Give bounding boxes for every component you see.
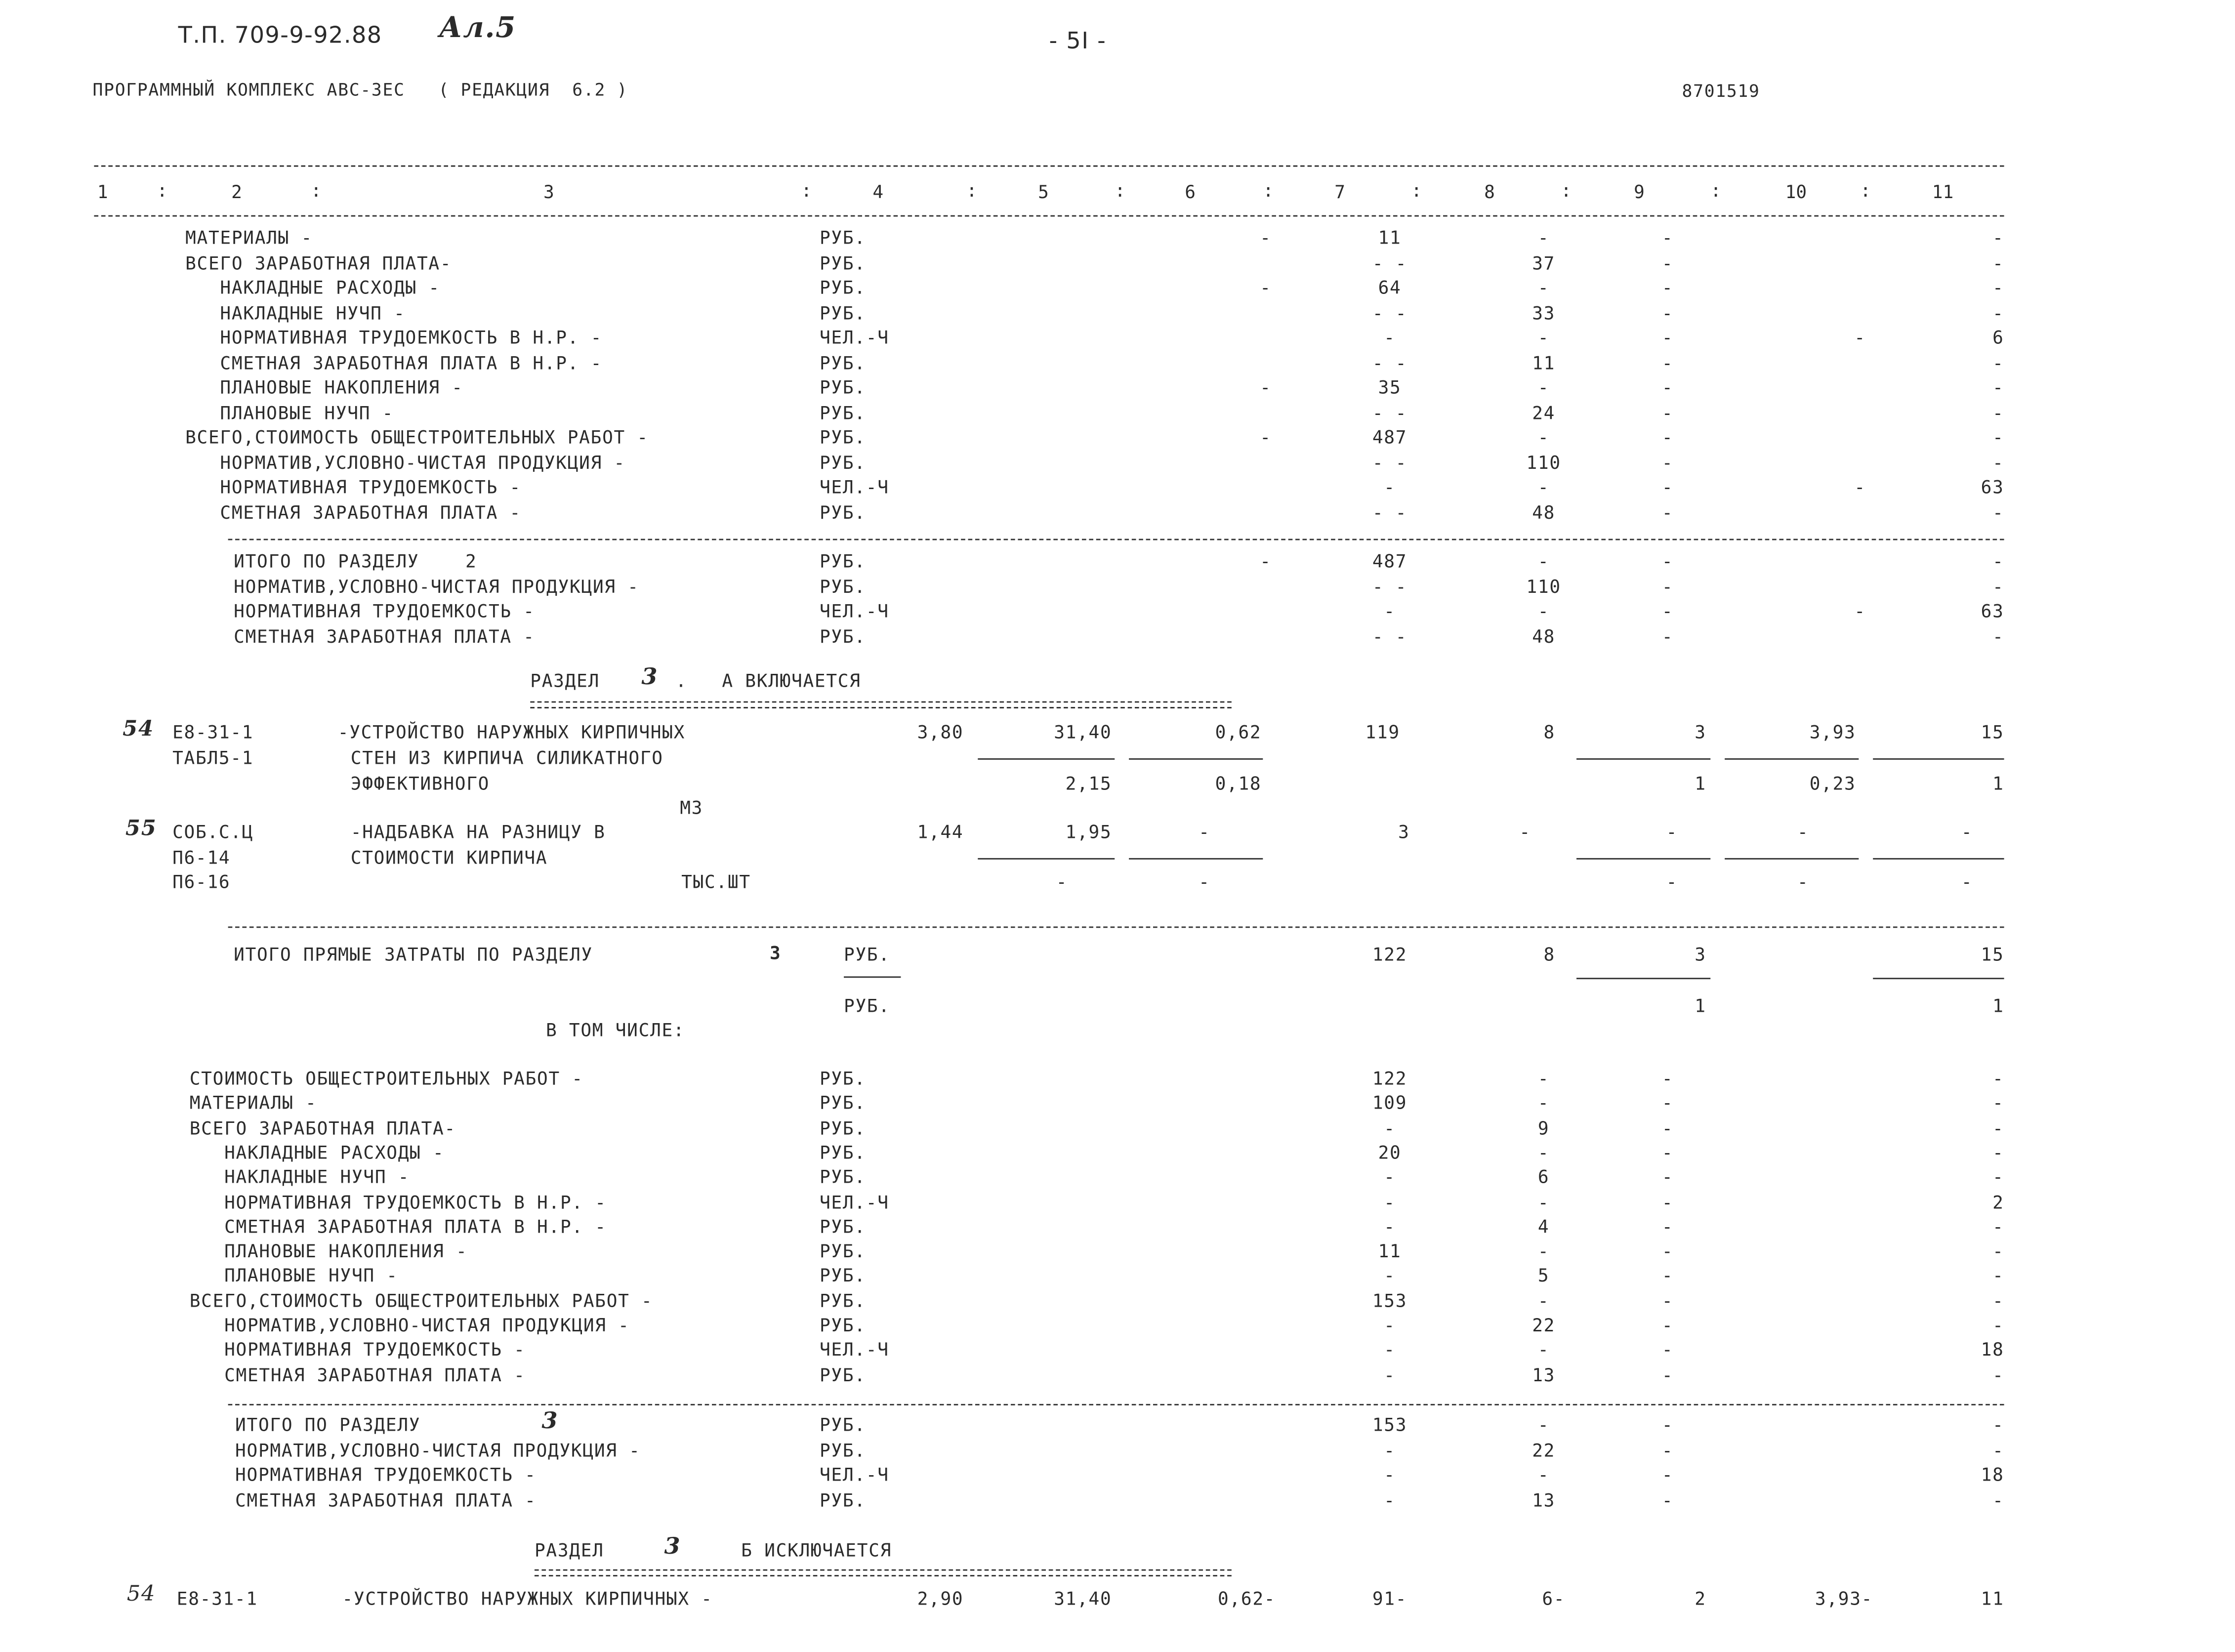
row-unit: РУБ. [819, 376, 866, 398]
document-page: Т.П. 709-9-92.88 Ал.5 - 5I - ПРОГРАММНЫЙ КОМПЛЕКС АВС-3ЕС ( РЕДАКЦИЯ 6.2 ) 8701519 1 2 3 4 5 6 7 8 9 10 11 : : : : : : : : : : МАТЕРИАЛЫ - РУБ. - 11 - - - ВСЕГО ЗАРАБОТНАЯ ПЛАТА- РУБ. - - 37 - - НАКЛАДНЫЕ РАСХОДЫ - РУБ. - 64 - - - НАКЛАДНЫЕ НУЧП - РУБ. - - 33 - - НОРМАТИВНАЯ ТРУДОЕМКОСТЬ В Н.Р. - ЧЕЛ.-Ч - - - - 6 СМЕТНАЯ ЗАРАБОТНАЯ ПЛАТА В Н.Р. - РУБ. - - 11 - - ПЛАНОВЫЕ НАКОПЛЕНИЯ - РУБ. - 35 - - - ПЛАНОВЫЕ НУЧП - РУБ. - - 24 - - ВСЕГО,СТОИМОСТЬ ОБЩЕСТРОИТЕЛЬНЫХ РАБОТ - РУБ. - 487 - - - НОРМАТИВ,УСЛОВНО-ЧИСТАЯ ПРОДУКЦИЯ - РУБ. - - 110 - - НОРМАТИВНАЯ ТРУДОЕМКОСТЬ - ЧЕЛ.-Ч - - - - 63 СМЕТНАЯ ЗАРАБОТНАЯ ПЛАТА - РУБ. - - 48 - - ИТОГО ПО РАЗДЕЛУ 2 РУБ. - 487 - - - НОРМАТИВ,УСЛОВНО-ЧИСТАЯ ПРОДУКЦИЯ - РУБ. - - 110 - - НОРМАТИВНАЯ ТРУДОЕМКОСТЬ - ЧЕЛ.-Ч - - - - 63 СМЕТНАЯ ЗАРАБОТНАЯ ПЛАТА - РУБ. - - 48 - - РАЗДЕЛ 3 . А ВКЛЮЧАЕТСЯ 54 Е8-31-1 ТАБЛ5-1 -УСТРОЙСТВО НАРУЖНЫХ КИРПИЧНЫХ СТЕН ИЗ КИРПИЧА СИЛИКАТНОГО ЭФФЕКТИВНОГО М3 3,80 31,40 0,62 119 8 3 3,93 15 2,15 0,18 1 0,23 1 55 СОБ.С.Ц П6-14 П6-16 -НАДБАВКА НА РАЗНИЦУ В СТОИМОСТИ КИРПИЧА ТЫС.ШТ 1,44 1,95 - 3 - - - - - - - - - ИТОГО ПРЯМЫЕ ЗАТРАТЫ ПО РАЗДЕЛУ 3 РУБ. 122 8 3 15 РУБ. 1 1 В ТОМ ЧИСЛЕ: СТОИМОСТЬ ОБЩЕСТРОИТЕЛЬНЫХ РАБОТ - РУБ. 122 - - - МАТЕРИАЛЫ - РУБ. 109 - - - ВСЕГО ЗАРАБОТНАЯ ПЛАТА- РУБ. - 9 - - НАКЛАДНЫЕ РАСХОДЫ - РУБ. 20 - - - НАКЛАДНЫЕ НУЧП - РУБ. - 6 - - НОРМАТИВНАЯ ТРУДОЕМКОСТЬ В Н.Р. - ЧЕЛ.-Ч - - - 2 СМЕТНАЯ ЗАРАБОТНАЯ ПЛАТА В Н.Р. - РУБ. - 4 - - ПЛАНОВЫЕ НАКОПЛЕНИЯ - РУБ. 11 - - - ПЛАНОВЫЕ НУЧП - РУБ. - 5 - - ВСЕГО,СТОИМОСТЬ ОБЩЕСТРОИТЕЛЬНЫХ РАБОТ - РУБ. 153 - - - НОРМАТИВ,УСЛОВНО-ЧИСТАЯ ПРОДУКЦИЯ - РУБ. - 22 - - НОРМАТИВНАЯ ТРУДОЕМКОСТЬ - ЧЕЛ.-Ч - - - 18 СМЕТНАЯ ЗАРАБОТНАЯ ПЛАТА - РУБ. - 13 - - ИТОГО ПО РАЗДЕЛУ 3 РУБ. 153 - - - НОРМАТИВ,УСЛОВНО-ЧИСТАЯ ПРОДУКЦИЯ - РУБ. - 22 - - НОРМАТИВНАЯ ТРУДОЕМКОСТЬ - ЧЕЛ.-Ч - - - 18 СМЕТНАЯ ЗАРАБОТНАЯ ПЛАТА - РУБ. - 13 - - РАЗДЕЛ 3 Б ИСКЛЮЧАЕТСЯ 54 Е8-31-1 -УСТРОЙСТВО НАРУЖНЫХ КИРПИЧНЫХ - 2,90 31,40 0,62- 91- 6- 2 3,93- 11 [92, 10, 2004, 1610]
row-cell-c7: - - [1372, 451, 1407, 473]
row-unit: РУБ. [819, 1488, 866, 1510]
row-cell-c11: - [1992, 1092, 2004, 1114]
header-top-rule [94, 165, 2004, 167]
row-cell-c7: - - [1372, 351, 1407, 373]
row-cell-c7: - [1384, 1339, 1396, 1361]
row-cell-c7: - - [1372, 625, 1407, 647]
row-cell-c11: - [1992, 625, 2004, 647]
row-cell-c9: - [1661, 376, 1674, 398]
row-cell-c7: - [1384, 1488, 1396, 1510]
row-unit: РУБ. [819, 1265, 866, 1286]
row-cell-c7: - [1384, 1265, 1396, 1286]
row-cell-c11: - [1992, 1289, 2004, 1311]
row-cell-c9: - [1661, 1191, 1674, 1212]
row-cell-c11: 6 [1992, 326, 2004, 348]
row-label: НОРМАТИВНАЯ ТРУДОЕМКОСТЬ - [189, 1339, 526, 1361]
row-cell-c8: - [1537, 426, 1550, 448]
row-label: МАТЕРИАЛЫ - [189, 1092, 317, 1114]
item-description-line-2: СТЕН ИЗ КИРПИЧА СИЛИКАТНОГО [350, 746, 663, 769]
row-cell-c8: - [1537, 276, 1550, 298]
row-cell-c8: - [1537, 1191, 1550, 1212]
row-unit: ЧЕЛ.-Ч [819, 1191, 889, 1212]
row-cell-c8: - [1537, 476, 1550, 497]
row-cell-c9: - [1661, 600, 1674, 621]
row-cell-c11: - [1992, 1166, 2004, 1188]
row-cell-c7: 35 [1378, 376, 1402, 398]
row-section-number: 3 [541, 1406, 559, 1434]
item-wage-per-unit: 2,15 [1065, 772, 1112, 794]
row-label: НОРМАТИВ,УСЛОВНО-ЧИСТАЯ ПРОДУКЦИЯ - [234, 575, 639, 597]
row-cell-c8: 6 [1537, 1166, 1550, 1188]
row-unit: РУБ. [819, 1068, 866, 1089]
section-3a-number: 3 [641, 662, 659, 690]
row-label: СМЕТНАЯ ЗАРАБОТНАЯ ПЛАТА - [185, 501, 521, 523]
row-label: СТОИМОСТЬ ОБЩЕСТРОИТЕЛЬНЫХ РАБОТ - [189, 1068, 583, 1089]
row-cell-c7: - [1384, 1116, 1396, 1139]
row-cell-c7: - [1384, 1363, 1396, 1385]
item-description-line-1: -НАДБАВКА НА РАЗНИЦУ В [350, 821, 606, 843]
row-label: СМЕТНАЯ ЗАРАБОТНАЯ ПЛАТА - [189, 1363, 526, 1385]
row-unit: ЧЕЛ.-Ч [819, 476, 889, 497]
item-labor-norm: 3,93- [1815, 1588, 1873, 1610]
row-cell-c8: - [1537, 1092, 1550, 1114]
row-cell-c11: 18 [1981, 1464, 2004, 1486]
item-labor-norm-machines: 0,23 [1809, 772, 1856, 794]
row-cell-c11: - [1992, 1116, 2004, 1139]
item-number: 55 [125, 815, 157, 841]
row-cell-c6: - [1260, 550, 1272, 572]
row-cell-c7: 11 [1378, 226, 1402, 248]
subtotal-rule-1 [228, 539, 2004, 540]
row-cell-c8: - [1537, 600, 1550, 621]
row-cell-c8: 13 [1532, 1488, 1556, 1510]
row-cell-c8: - [1537, 226, 1550, 248]
doc-code: Т.П. 709-9-92.88 [178, 21, 382, 49]
subtotal-rule-3 [228, 1404, 2004, 1405]
row-cell-c8: 24 [1532, 401, 1556, 423]
row-label: НАКЛАДНЫЕ НУЧП - [185, 301, 406, 323]
row-unit: РУБ. [819, 1289, 866, 1311]
row-cell-c9: - [1661, 1414, 1674, 1436]
row-cell-c7: 153 [1372, 1289, 1407, 1311]
row-cell-c9: - [1661, 1116, 1674, 1139]
row-cell-c11: - [1992, 1439, 2004, 1460]
row-cell-c6: - [1260, 226, 1272, 248]
row-cell-c9: - [1661, 1439, 1674, 1460]
row-label: НОРМАТИВ,УСЛОВНО-ЧИСТАЯ ПРОДУКЦИЯ - [189, 1314, 630, 1336]
row-cell-c8: 9 [1537, 1116, 1550, 1139]
row-label: ИТОГО ПО РАЗДЕЛУ 2 [234, 550, 477, 572]
item-unit-cost: 31,40 [1054, 721, 1112, 743]
row-cell-c9: - [1661, 1464, 1674, 1486]
item-unit: М3 [680, 796, 704, 819]
item-code-ref-1: П6-14 [172, 846, 231, 868]
item-labor-total-machines: - [1961, 870, 1973, 893]
row-cell-c9: - [1661, 1092, 1674, 1114]
item-table-ref: ТАБЛ5-1 [172, 746, 254, 769]
row-cell-c9: - [1661, 1363, 1674, 1385]
row-unit: РУБ. [819, 1414, 866, 1436]
row-unit: РУБ. [819, 401, 866, 423]
section-3b-number: 3 [664, 1532, 681, 1560]
row-unit: РУБ. [819, 1240, 866, 1262]
row-cell-c9: - [1661, 625, 1674, 647]
row-cell-c8: - [1537, 1141, 1550, 1163]
row-cell-c7: - [1384, 326, 1396, 348]
row-cell-c8: 22 [1532, 1314, 1556, 1336]
row-cell-c7: - - [1372, 575, 1407, 597]
row-cell-c8: 48 [1532, 625, 1556, 647]
row-cell-c11: - [1992, 575, 2004, 597]
row-unit: РУБ. [819, 1166, 866, 1188]
item-unit-cost-machines: - [1199, 821, 1210, 843]
item-code-ref-2: П6-16 [172, 870, 231, 893]
row-unit: РУБ. [819, 426, 866, 448]
item-unit-cost: 1,95 [1065, 821, 1112, 843]
row-cell-c7: - [1384, 1166, 1396, 1188]
row-unit: РУБ. [819, 501, 866, 523]
row-unit: РУБ. [819, 251, 866, 273]
item-total-col8: 8 [1543, 721, 1555, 743]
row-cell-c8: 37 [1532, 251, 1556, 273]
section-3a-prefix: РАЗДЕЛ [530, 670, 600, 692]
row-cell-c11: - [1992, 276, 2004, 298]
row-cell-c7: - - [1372, 401, 1407, 423]
row-unit: РУБ. [819, 351, 866, 373]
row-label: НОРМАТИВНАЯ ТРУДОЕМКОСТЬ В Н.Р. - [185, 326, 603, 348]
document-id: 8701519 [1682, 81, 1760, 101]
row-label: ПЛАНОВЫЕ НАКОПЛЕНИЯ - [185, 376, 463, 398]
section-3b-underline [535, 1569, 1232, 1576]
row-label: ИТОГО ПО РАЗДЕЛУ [235, 1414, 421, 1436]
item-number: 54 [126, 1580, 156, 1607]
row-cell-c9: - [1661, 1488, 1674, 1510]
row-cell-c11: - [1992, 501, 2004, 523]
row-cell-c8: 33 [1532, 301, 1556, 323]
row-label: СМЕТНАЯ ЗАРАБОТНАЯ ПЛАТА В Н.Р. - [185, 351, 603, 373]
item-code: СОБ.С.Ц [172, 821, 254, 843]
row-cell-c9: - [1661, 575, 1674, 597]
row-cell-c11: - [1992, 426, 2004, 448]
row-unit: ЧЕЛ.-Ч [819, 1464, 889, 1486]
row-cell-c9: - [1661, 226, 1674, 248]
item-total-cost: 3 [1398, 821, 1410, 843]
row-label: ВСЕГО ЗАРАБОТНАЯ ПЛАТА- [189, 1116, 456, 1139]
row-cell-c7: - - [1372, 301, 1407, 323]
row-cell-c7: - [1384, 1314, 1396, 1336]
row-cell-c7: 122 [1372, 1068, 1407, 1089]
row-cell-c11: - [1992, 1068, 2004, 1089]
software-line: ПРОГРАММНЫЙ КОМПЛЕКС АВС-3ЕС ( РЕДАКЦИЯ 6.2 ) [92, 80, 628, 100]
header-bottom-rule [94, 215, 2004, 217]
item-unit-cost-machines: 0,62- [1218, 1588, 1276, 1610]
item-labor-total-machines: 1 [1992, 772, 2004, 794]
row-unit: РУБ. [819, 301, 866, 323]
item-labor-total: 15 [1981, 721, 2004, 743]
row-cell-c7: - [1384, 600, 1396, 621]
row-cell-c6: - [1260, 276, 1272, 298]
row-cell-c9: - [1661, 1166, 1674, 1188]
row-cell-c9: - [1661, 351, 1674, 373]
row-cell-c8: - [1537, 550, 1550, 572]
item-total-col8: 6- [1542, 1588, 1566, 1610]
row-unit: ЧЕЛ.-Ч [819, 600, 889, 621]
row-cell-c11: - [1992, 1240, 2004, 1262]
item-total-col9: - [1666, 821, 1678, 843]
row-unit: РУБ. [819, 1141, 866, 1163]
row-label: НАКЛАДНЫЕ РАСХОДЫ - [185, 276, 440, 298]
row-cell-c11: - [1992, 401, 2004, 423]
row-cell-c11: - [1992, 1141, 2004, 1163]
row-label: ПЛАНОВЫЕ НУЧП - [185, 401, 394, 423]
row-unit: РУБ. [819, 575, 866, 597]
row-cell-c9: - [1661, 1265, 1674, 1286]
row-cell-c9: - [1661, 326, 1674, 348]
row-cell-c9: - [1661, 550, 1674, 572]
row-cell-c7: - [1384, 1215, 1396, 1237]
row-cell-c11: - [1992, 301, 2004, 323]
row-unit: РУБ. [819, 1215, 866, 1237]
direct-costs-unit: РУБ. [844, 944, 890, 965]
item-unit-cost: 31,40 [1054, 1588, 1112, 1610]
row-cell-c7: 64 [1378, 276, 1402, 298]
row-cell-c8: 48 [1532, 501, 1556, 523]
row-unit: ЧЕЛ.-Ч [819, 326, 889, 348]
direct-costs-total-cost: 122 [1372, 944, 1407, 965]
row-cell-c8: 110 [1526, 575, 1561, 597]
row-cell-c9: - [1661, 1240, 1674, 1262]
row-unit: РУБ. [819, 550, 866, 572]
row-cell-c7: 487 [1372, 426, 1407, 448]
row-label: НОРМАТИВНАЯ ТРУДОЕМКОСТЬ В Н.Р. - [189, 1191, 607, 1212]
direct-costs-col9-wage: 1 [1695, 994, 1706, 1017]
row-label: ПЛАНОВЫЕ НАКОПЛЕНИЯ - [189, 1240, 468, 1262]
row-cell-c10: - [1854, 326, 1866, 348]
row-cell-c7: - [1384, 1464, 1396, 1486]
row-label: МАТЕРИАЛЫ - [185, 226, 313, 248]
item-description-line-3: ЭФФЕКТИВНОГО [350, 772, 490, 794]
row-cell-c11: - [1992, 1414, 2004, 1436]
row-label: ВСЕГО,СТОИМОСТЬ ОБЩЕСТРОИТЕЛЬНЫХ РАБОТ - [189, 1289, 653, 1311]
row-cell-c9: - [1661, 426, 1674, 448]
row-cell-c7: - - [1372, 501, 1407, 523]
direct-costs-col9: 3 [1695, 944, 1706, 965]
row-cell-c8: 13 [1532, 1363, 1556, 1385]
item-description-line-1: -УСТРОЙСТВО НАРУЖНЫХ КИРПИЧНЫХ - [342, 1588, 713, 1610]
row-cell-c6: - [1260, 426, 1272, 448]
row-cell-c11: - [1992, 1363, 2004, 1385]
item-total-col9: 2 [1695, 1588, 1706, 1610]
row-label: ВСЕГО ЗАРАБОТНАЯ ПЛАТА- [185, 251, 452, 273]
row-label: НОРМАТИВНАЯ ТРУДОЕМКОСТЬ - [235, 1464, 537, 1486]
direct-costs-label: ИТОГО ПРЯМЫЕ ЗАТРАТЫ ПО РАЗДЕЛУ [234, 944, 593, 965]
row-unit: РУБ. [819, 625, 866, 647]
row-cell-c9: - [1661, 1339, 1674, 1361]
item-labor-total: - [1961, 821, 1973, 843]
item-code: Е8-31-1 [172, 721, 254, 743]
row-unit: РУБ. [819, 276, 866, 298]
item-total-col8: - [1519, 821, 1531, 843]
row-cell-c7: 20 [1378, 1141, 1402, 1163]
section-3b-prefix: РАЗДЕЛ [534, 1539, 604, 1561]
row-label: ВСЕГО,СТОИМОСТЬ ОБЩЕСТРОИТЕЛЬНЫХ РАБОТ - [185, 426, 649, 448]
row-cell-c8: - [1537, 1339, 1550, 1361]
row-cell-c6: - [1260, 376, 1272, 398]
row-cell-c7: 109 [1372, 1092, 1407, 1114]
row-cell-c8: 110 [1526, 451, 1561, 473]
row-unit: ЧЕЛ.-Ч [819, 1339, 889, 1361]
row-label: НАКЛАДНЫЕ НУЧП - [189, 1166, 410, 1188]
row-cell-c11: - [1992, 1215, 2004, 1237]
row-cell-c8: 22 [1532, 1439, 1556, 1460]
item-unit: ТЫС.ШТ [681, 870, 751, 893]
items-end-rule [228, 926, 2004, 928]
section-3a-suffix: . А ВКЛЮЧАЕТСЯ [675, 670, 861, 692]
item-description-line-2: СТОИМОСТИ КИРПИЧА [350, 846, 548, 868]
item-quantity: 3,80 [917, 721, 964, 743]
row-cell-c11: 63 [1981, 476, 2004, 497]
direct-costs-col8: 8 [1543, 944, 1555, 965]
item-wage-per-unit: - [1056, 870, 1068, 893]
item-labor-norm: 3,93 [1809, 721, 1856, 743]
row-cell-c10: - [1854, 600, 1866, 621]
direct-costs-col11: 15 [1981, 944, 2004, 965]
row-cell-c7: 11 [1378, 1240, 1402, 1262]
row-unit: РУБ. [819, 226, 866, 248]
row-cell-c11: - [1992, 1314, 2004, 1336]
row-cell-c8: - [1537, 1068, 1550, 1089]
row-cell-c9: - [1661, 301, 1674, 323]
row-cell-c8: 5 [1537, 1265, 1550, 1286]
row-cell-c9: - [1661, 1215, 1674, 1237]
row-label: НАКЛАДНЫЕ РАСХОДЫ - [189, 1141, 445, 1163]
row-cell-c11: - [1992, 351, 2004, 373]
row-cell-c9: - [1661, 1068, 1674, 1089]
row-unit: РУБ. [819, 1363, 866, 1385]
item-labor-total: 11 [1981, 1588, 2004, 1610]
row-cell-c7: - [1384, 1439, 1396, 1460]
row-cell-c11: - [1992, 1488, 2004, 1510]
including-label: В ТОМ ЧИСЛЕ: [546, 1019, 685, 1041]
row-cell-c9: - [1661, 1141, 1674, 1163]
page-number: - 5I - [1049, 27, 1107, 54]
row-unit: РУБ. [819, 1116, 866, 1139]
item-number: 54 [123, 715, 154, 742]
row-cell-c7: - - [1372, 251, 1407, 273]
row-cell-c11: - [1992, 550, 2004, 572]
direct-costs-col11-wage: 1 [1992, 994, 2004, 1017]
row-cell-c9: - [1661, 1289, 1674, 1311]
item-unit-cost-machines: 0,62 [1215, 721, 1262, 743]
row-cell-c9: - [1661, 401, 1674, 423]
section-3b-suffix: Б ИСКЛЮЧАЕТСЯ [741, 1539, 892, 1561]
item-description-line-1: -УСТРОЙСТВО НАРУЖНЫХ КИРПИЧНЫХ [337, 721, 686, 743]
row-cell-c11: - [1992, 1265, 2004, 1286]
row-cell-c8: - [1537, 376, 1550, 398]
row-label: СМЕТНАЯ ЗАРАБОТНАЯ ПЛАТА - [234, 625, 535, 647]
item-wage-total: 1 [1695, 772, 1706, 794]
row-unit: РУБ. [819, 1439, 866, 1460]
row-cell-c8: - [1537, 1240, 1550, 1262]
row-cell-c9: - [1661, 501, 1674, 523]
row-cell-c8: - [1537, 1289, 1550, 1311]
row-unit: РУБ. [819, 1092, 866, 1114]
row-cell-c8: - [1537, 1414, 1550, 1436]
item-quantity: 1,44 [917, 821, 964, 843]
row-cell-c7: 487 [1372, 550, 1407, 572]
row-label: НОРМАТИВНАЯ ТРУДОЕМКОСТЬ - [185, 476, 521, 497]
item-total-cost: 91- [1372, 1588, 1407, 1610]
row-cell-c11: 18 [1981, 1339, 2004, 1361]
item-code: Е8-31-1 [176, 1588, 258, 1610]
section-3a-underline [530, 702, 1232, 708]
item-total-cost: 119 [1365, 721, 1400, 743]
direct-costs-unit-2: РУБ. [844, 994, 890, 1017]
row-cell-c11: - [1992, 226, 2004, 248]
row-cell-c8: - [1537, 1464, 1550, 1486]
row-unit: РУБ. [819, 1314, 866, 1336]
row-cell-c11: - [1992, 451, 2004, 473]
item-wage-machines: - [1199, 870, 1210, 893]
item-labor-norm-machines: - [1797, 870, 1809, 893]
row-cell-c7: - [1384, 476, 1396, 497]
row-cell-c9: - [1661, 476, 1674, 497]
row-label: ПЛАНОВЫЕ НУЧП - [189, 1265, 398, 1286]
item-wage-total: - [1666, 870, 1678, 893]
row-cell-c8: - [1537, 326, 1550, 348]
row-cell-c9: - [1661, 1314, 1674, 1336]
row-label: СМЕТНАЯ ЗАРАБОТНАЯ ПЛАТА В Н.Р. - [189, 1215, 607, 1237]
row-label: НОРМАТИВ,УСЛОВНО-ЧИСТАЯ ПРОДУКЦИЯ - [185, 451, 625, 473]
row-cell-c11: - [1992, 376, 2004, 398]
item-quantity: 2,90 [917, 1588, 964, 1610]
row-label: НОРМАТИВНАЯ ТРУДОЕМКОСТЬ - [234, 600, 535, 621]
row-label: НОРМАТИВ,УСЛОВНО-ЧИСТАЯ ПРОДУКЦИЯ - [235, 1439, 641, 1460]
row-cell-c7: 153 [1372, 1414, 1407, 1436]
handwritten-album-note: Ал.5 [439, 10, 517, 44]
row-cell-c11: 63 [1981, 600, 2004, 621]
row-cell-c9: - [1661, 276, 1674, 298]
row-cell-c11: 2 [1992, 1191, 2004, 1212]
row-label: СМЕТНАЯ ЗАРАБОТНАЯ ПЛАТА - [235, 1488, 537, 1510]
item-wage-machines: 0,18 [1215, 772, 1262, 794]
row-cell-c8: 11 [1532, 351, 1556, 373]
row-unit: РУБ. [819, 451, 866, 473]
row-cell-c8: 4 [1537, 1215, 1550, 1237]
direct-costs-section: 3 [770, 942, 782, 964]
row-cell-c7: - [1384, 1191, 1396, 1212]
row-cell-c9: - [1661, 251, 1674, 273]
item-labor-norm: - [1797, 821, 1809, 843]
row-cell-c10: - [1854, 476, 1866, 497]
item-total-col9: 3 [1695, 721, 1706, 743]
row-cell-c9: - [1661, 451, 1674, 473]
row-cell-c11: - [1992, 251, 2004, 273]
